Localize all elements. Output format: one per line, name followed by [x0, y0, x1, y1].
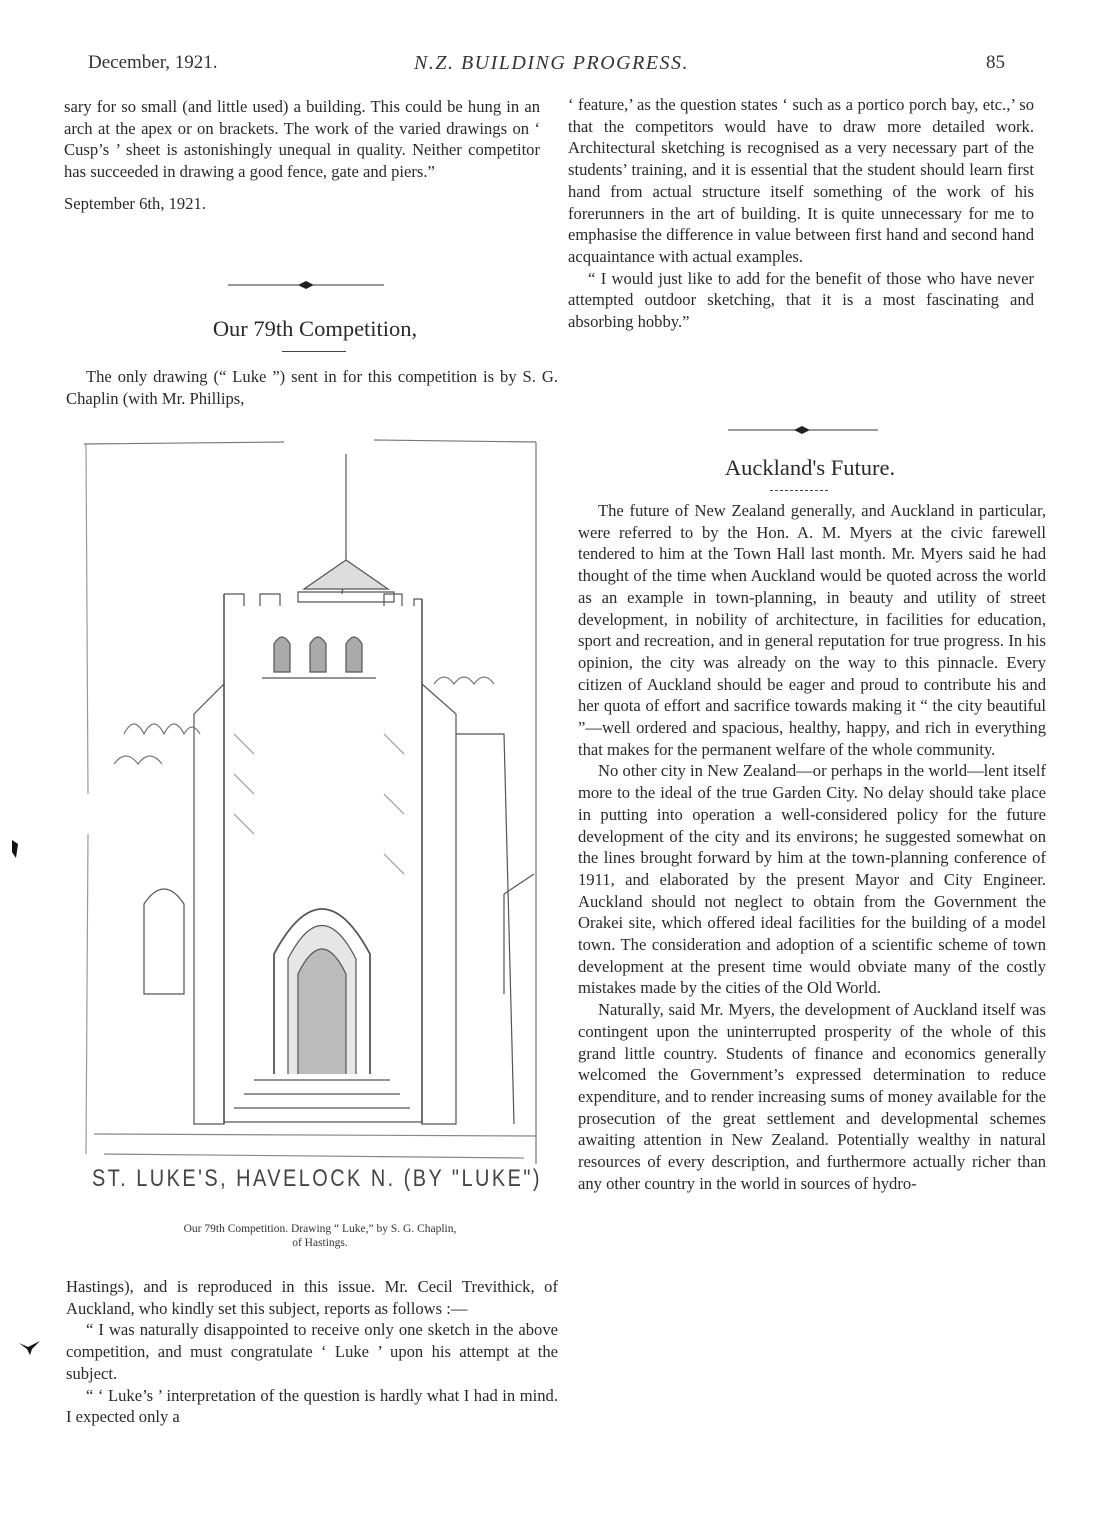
competition-heading: Our 79th Competition, — [212, 316, 418, 341]
lead-paragraph-text: The only drawing (“ Luke ”) sent in for this competition is by S. G. Chaplin (with Mr. Phillips, — [66, 367, 558, 408]
running-header-title: N.Z. BUILDING PROGRESS. — [414, 52, 690, 74]
sketch-inscription: ST. LUKE'S, HAVELOCK N. (BY "LUKE") — [92, 1165, 542, 1192]
margin-mark-icon — [10, 838, 20, 860]
competition-lead-paragraph — [66, 366, 558, 409]
right-closing-quote: “ I would just like to add for the benefit of those who have never attempted outdoor sketching, that it is a most fascinating and absorbing hobby.” — [568, 268, 1034, 332]
caption-line-2: of Hastings. — [292, 1237, 348, 1249]
report-date: September 6th, 1921. — [64, 193, 206, 213]
report-quote-paragraph-1: “ I was naturally disappointed to receive only one sketch in the above competition, and must congratulate ‘ Luke ’ upon his attempt at the subject. — [66, 1320, 558, 1383]
page-number: 85 — [986, 52, 1005, 73]
article-paragraph-1: The future of New Zealand generally, and Auckland in particular, were referred to by the Hon. A. M. Myers at the civic farewell tendered to him at the Town Hall last month. Mr. Myers said he had thought of the time when Auckland would be quoted across the world as an example in town-planning, in beauty and utility of street development, in nobility of architecture, in facilities for education, sport and recreation, and in general reputation for true progress. In his opinion, the city was already on the way to this pinnacle. Every citizen of Auckland should be eager and proud to contribute his and her quota of effort and sacrifice towards making it “ the city beautiful ”—well ordered and spacious, healthy, happy, and rich in everything that makes for the permanent welfare of the whole community. — [578, 501, 1046, 759]
caption-line-1: Our 79th Competition. Drawing “ Luke,” by S. G. Chaplin, — [183, 1223, 457, 1235]
church-tower-sketch — [84, 434, 550, 1198]
report-intro-paragraph: Hastings), and is reproduced in this issue. Mr. Cecil Trevithick, of Auckland, who kindly set this subject, reports as follows :— — [66, 1277, 558, 1318]
article-paragraph-3: Naturally, said Mr. Myers, the development of Auckland itself was contingent upon the uninterrupted prosperity of the whole of this grand little country. Students of finance and economics generally welcomed the Government’s expressed determination to reduce expenditure, and to render increasing sums of money available for the prosecution of the great settlement and developmental schemes awaiting attention in New Zealand. Potentially wealthy in natural resources of every description, and furthermore actually richer than any other country in the world in sources of hydro- — [578, 1000, 1046, 1193]
left-continued-paragraph: sary for so small (and little used) a building. This could be hung in an arch at the apex or on brackets. The work of the varied drawings on ‘ Cusp’s ’ sheet is astonishingly unequal in quality. Neither competitor has succeeded in drawing a good fence, gate and piers.” — [64, 97, 540, 182]
section-ornament-right — [728, 424, 878, 436]
right-continued-paragraph: ‘ feature,’ as the question states ‘ such as a portico porch bay, etc.,’ so that the competitors would have to draw more detailed work. Architectural sketching is recognised as a very necessary part of the students’ training, and it is essential that the student should learn first hand from actual structure itself something of the work of his forerunners in the art of building. It is quite unnecessary for me to emphasise the difference in value between first hand and second hand acquaintance with actual examples. — [568, 95, 1034, 266]
auckland-heading-underline — [770, 490, 828, 491]
report-quote-paragraph-2: “ ‘ Luke’s ’ interpretation of the question is hardly what I had in mind. I expected only a — [66, 1385, 558, 1427]
heading-underline — [282, 351, 346, 352]
right-column-top — [568, 94, 1034, 333]
article-paragraph-2: No other city in New Zealand—or perhaps in the world—lent itself more to the ideal of the true Garden City. No delay should take place in putting into operation a well-considered policy for the future development of the city and its environs; he suggested somewhat on the lines brought forward by him at the town-planning conference of 1911, and elaborated by the present Mayor and City Engineer. Auckland should not neglect to obtain from the Government the Orakei site, which offered ideal facilities for the building of a model town. The consideration and adoption of a scientific scheme of town development at the present time would obviate many of the costly mistakes made by the cities of the Old World. — [578, 761, 1046, 998]
left-column-top — [64, 96, 540, 215]
section-ornament-left — [228, 279, 384, 291]
auckland-article — [578, 500, 1046, 1195]
figure-caption — [110, 1222, 530, 1250]
running-header-date: December, 1921. — [88, 52, 218, 73]
left-column-bottom — [66, 1276, 558, 1428]
margin-bird-icon — [18, 1340, 42, 1356]
auckland-heading: Auckland's Future. — [724, 455, 896, 480]
